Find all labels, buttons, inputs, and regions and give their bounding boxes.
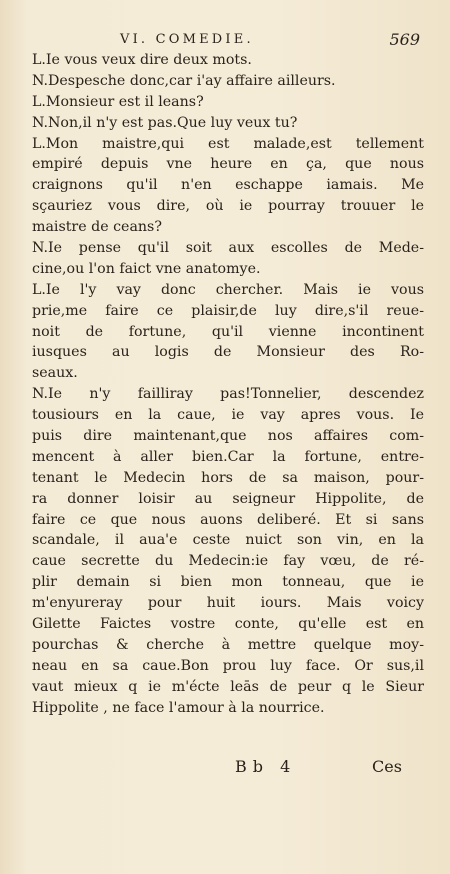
text-line: N.Non,il n'y est pas.Que luy veux tu? (32, 114, 298, 131)
text-line: N.Ie pense qu'il soit aux escolles de Mede- (32, 240, 424, 257)
text-line: ra donner loisir au seigneur Hippolite, de (32, 490, 424, 507)
text-line: neau en sa caue.Bon prou luy face. Or sus,il (32, 657, 424, 674)
text-line: noit de fortune, qu'il vienne incontinent (32, 323, 424, 340)
text-line: faire ce que nous auons deliberé. Et si sans (32, 511, 424, 528)
page-number: 569 (389, 30, 420, 49)
text-line: craignons qu'il n'en eschappe iamais. Me (32, 177, 424, 194)
signature-mark: Bb 4 (235, 757, 297, 776)
text-line: seaux. (32, 365, 78, 382)
text-line: mencent à aller bien.Car la fortune, entre- (32, 448, 424, 465)
text-line: tenant le Medecin hors de sa maison, pour- (32, 469, 424, 486)
text-line: pourchas & cherche à mettre quelque moy- (32, 636, 424, 653)
text-line: Hippolite , ne face l'amour à la nourrice. (32, 699, 325, 716)
page-footer (0, 757, 450, 781)
text-line: L.Monsieur est il leans? (32, 93, 204, 110)
text-line: maistre de ceans? (32, 219, 162, 236)
text-line: L.Mon maistre,qui est malade,est tellement (32, 135, 424, 152)
text-line: tousiours en la caue, ie vay apres vous. Ie (32, 407, 424, 424)
text-line: m'enyureray pour huit iours. Mais voicy (32, 595, 424, 612)
text-line: iusques au logis de Monsieur des Ro- (32, 344, 424, 361)
text-line: sçauriez vous dire, où ie pourray trouuer le (32, 198, 424, 215)
catchword: Ces (372, 757, 402, 776)
text-line: prie,me faire ce plaisir,de luy dire,s'il reue- (32, 302, 424, 319)
text-line: L.Ie l'y vay donc chercher. Mais ie vous (32, 281, 424, 298)
text-line: vaut mieux q ie m'écte leās de peur q le Sieur (32, 678, 424, 695)
text-line: puis dire maintenant,que nos affaires com- (32, 428, 424, 445)
text-body (32, 50, 424, 719)
text-line: L.Ie vous veux dire deux mots. (32, 52, 252, 68)
text-line: plir demain si bien mon tonneau, que ie (32, 574, 424, 591)
text-line: Gilette Faictes vostre conte, qu'elle est en (32, 616, 424, 633)
text-line: empiré depuis vne heure en ça, que nous (32, 156, 424, 173)
text-line: caue secrette du Medecin:ie fay vœu, de ré- (32, 553, 424, 570)
text-line: scandale, il aua'e ceste nuict son vin, en la (32, 532, 424, 549)
text-line: cine,ou l'on faict vne anatomye. (32, 260, 261, 277)
text-line: N.Despesche donc,car i'ay affaire ailleurs. (32, 72, 336, 89)
running-head: VI. COMEDIE. (120, 32, 254, 47)
text-line: N.Ie n'y failliray pas!Tonnelier, descendez (32, 386, 424, 403)
